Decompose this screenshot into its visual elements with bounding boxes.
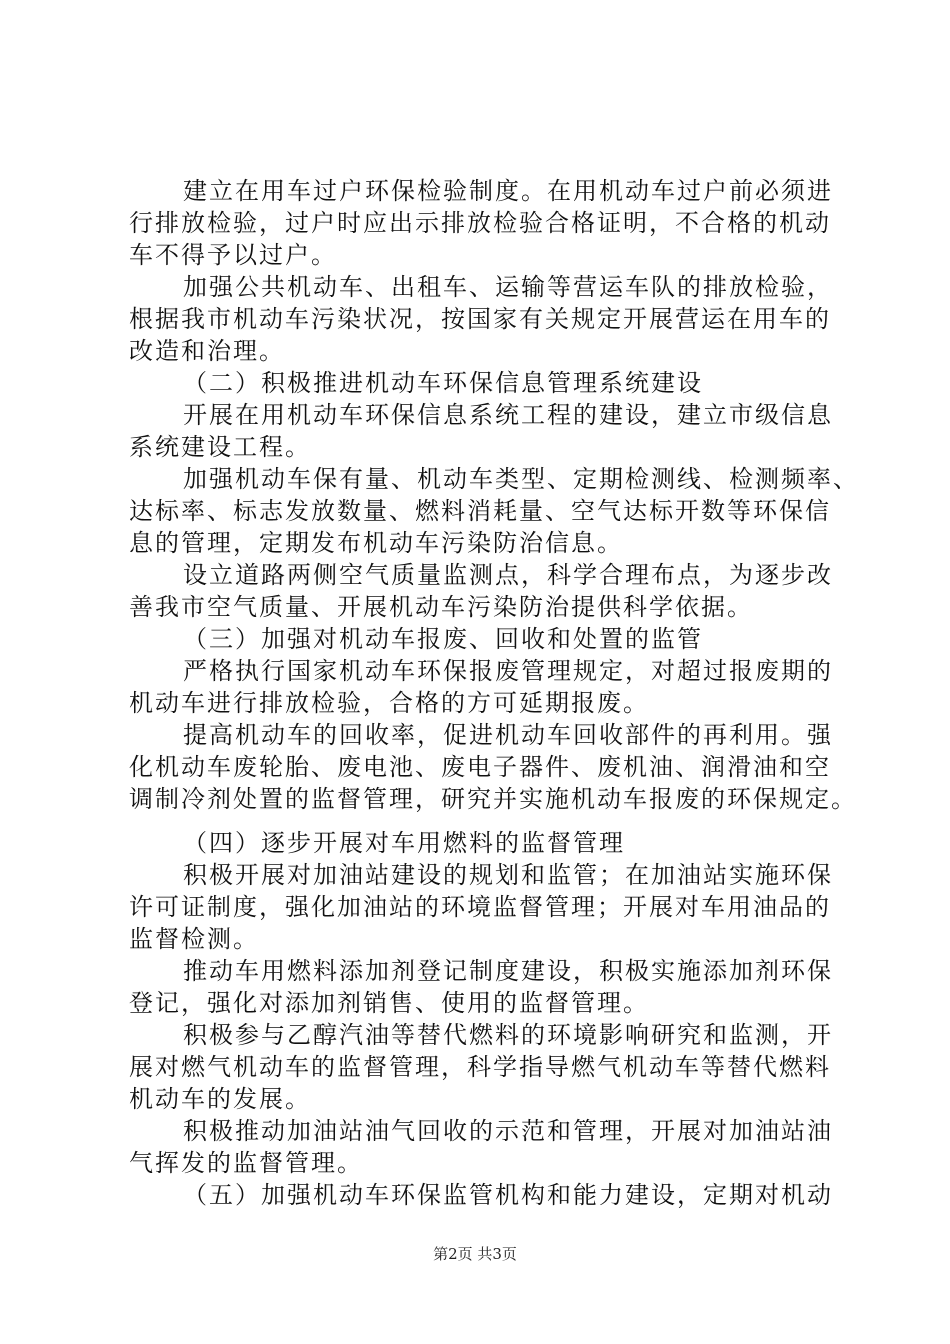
body-text-line: 许可证制度，强化加油站的环境监督管理；开展对车用油品的 bbox=[129, 893, 831, 921]
body-text-line: 登记，强化对添加剂销售、使用的监督管理。 bbox=[129, 989, 649, 1017]
body-text-line: 调制冷剂处置的监督管理，研究并实施机动车报废的环保规定。 bbox=[129, 785, 857, 813]
body-text-line: 严格执行国家机动车环保报废管理规定，对超过报废期的 bbox=[183, 657, 833, 685]
body-text-line: 达标率、标志发放数量、燃料消耗量、空气达标开数等环保信 bbox=[129, 497, 831, 525]
body-text-line: 开展在用机动车环保信息系统工程的建设，建立市级信息 bbox=[183, 401, 833, 429]
body-text-line: 积极参与乙醇汽油等替代燃料的环境影响研究和监测，开 bbox=[183, 1021, 833, 1049]
page-number-footer: 第2页 共3页 bbox=[433, 1245, 517, 1263]
body-text-line: 展对燃气机动车的监督管理，科学指导燃气机动车等替代燃料 bbox=[129, 1053, 831, 1081]
section-heading: （三）加强对机动车报废、回收和处置的监管 bbox=[183, 625, 703, 653]
body-text-line: 积极开展对加油站建设的规划和监管；在加油站实施环保 bbox=[183, 861, 833, 889]
body-text-line: 化机动车废轮胎、废电池、废电子器件、废机油、润滑油和空 bbox=[129, 753, 831, 781]
body-text-line: 车不得予以过户。 bbox=[129, 241, 337, 269]
body-text-line: 机动车进行排放检验，合格的方可延期报废。 bbox=[129, 689, 649, 717]
section-heading: （五）加强机动车环保监管机构和能力建设，定期对机动 bbox=[183, 1181, 833, 1209]
body-text-line: 监督检测。 bbox=[129, 925, 259, 953]
section-heading: （二）积极推进机动车环保信息管理系统建设 bbox=[183, 369, 703, 397]
body-text-line: 改造和治理。 bbox=[129, 337, 285, 365]
body-text-line: 善我市空气质量、开展机动车污染防治提供科学依据。 bbox=[129, 593, 753, 621]
body-text-line: 机动车的发展。 bbox=[129, 1085, 311, 1113]
section-heading: （四）逐步开展对车用燃料的监督管理 bbox=[183, 829, 625, 857]
body-text-line: 息的管理，定期发布机动车污染防治信息。 bbox=[129, 529, 623, 557]
body-text-line: 根据我市机动车污染状况，按国家有关规定开展营运在用车的 bbox=[129, 305, 831, 333]
body-text-line: 设立道路两侧空气质量监测点，科学合理布点，为逐步改 bbox=[183, 561, 833, 589]
body-text-line: 加强公共机动车、出租车、运输等营运车队的排放检验， bbox=[183, 273, 833, 301]
body-text-line: 气挥发的监督管理。 bbox=[129, 1149, 363, 1177]
body-text-line: 提高机动车的回收率，促进机动车回收部件的再利用。强 bbox=[183, 721, 833, 749]
body-text-line: 加强机动车保有量、机动车类型、定期检测线、检测频率、 bbox=[183, 465, 859, 493]
body-text-line: 行排放检验，过户时应出示排放检验合格证明，不合格的机动 bbox=[129, 209, 831, 237]
body-text-line: 系统建设工程。 bbox=[129, 433, 311, 461]
body-text-line: 建立在用车过户环保检验制度。在用机动车过户前必须进 bbox=[183, 177, 833, 205]
body-text-line: 积极推动加油站油气回收的示范和管理，开展对加油站油 bbox=[183, 1117, 833, 1145]
body-text-line: 推动车用燃料添加剂登记制度建设，积极实施添加剂环保 bbox=[183, 957, 833, 985]
